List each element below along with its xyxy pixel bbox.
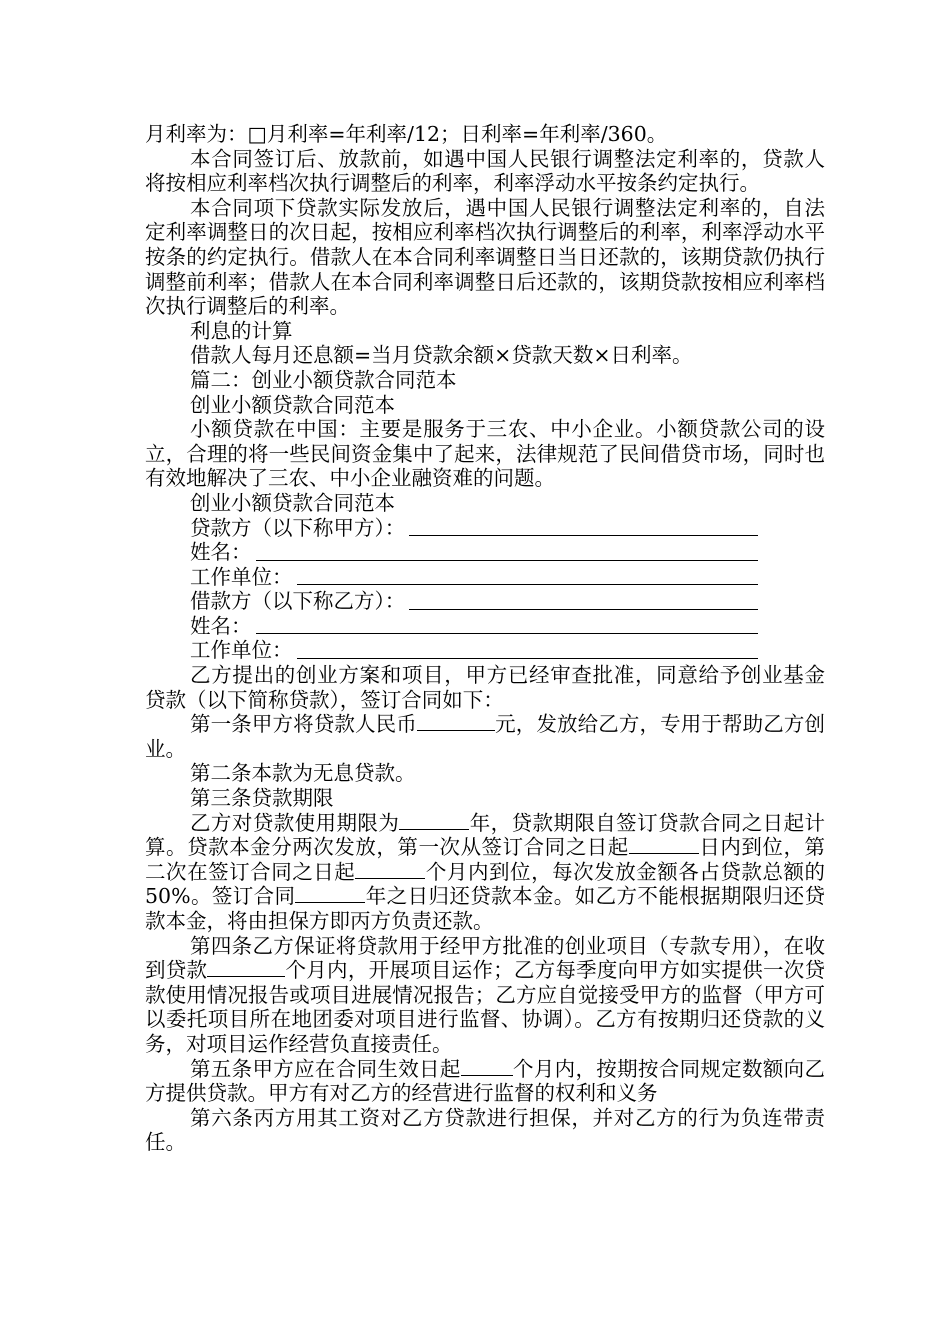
article-three-text-d: 个月内到位，每次发放金额各占贷款总额的50%。签订合同 <box>145 859 826 909</box>
field-lender-name-blank <box>256 560 759 561</box>
article-three-text-a: 乙方对贷款使用期限为 <box>190 810 400 835</box>
heading-part-two: 篇二：创业小额贷款合同范本 <box>190 367 457 392</box>
paragraph-agreement-intro: 乙方提出的创业方案和项目，甲方已经审查批准，同意给予创业基金贷款（以下简称贷款），签订合同如下： <box>145 663 825 712</box>
first-disbursement-days-blank <box>629 835 699 854</box>
field-borrower-label: 借款方（以下称乙方）： <box>190 589 406 614</box>
article-four <box>145 934 825 1057</box>
article-five-text-b: 个月内，按期按合同规定数额向乙方提供贷款。甲方有对乙方的经营进行监督的权利和义务 <box>145 1056 826 1106</box>
field-borrower-name-label: 姓名： <box>190 613 252 638</box>
field-lender <box>145 516 758 541</box>
field-borrower-employer-label: 工作单位： <box>190 638 293 663</box>
article-three-text-c: 日内到位，第二次在签订合同之日起 <box>145 835 826 884</box>
paragraph-rate-adjust-after-disbursement: 本合同项下贷款实际发放后，遇中国人民银行调整法定利率的，自法定利率调整日的次日起，按相应利率档次执行调整后的利率，利率浮动水平按条的约定执行。借款人在本合同利率调整日当日还款的，该期贷款仍执行调整前利率；借款人在本合同利率调整日后还款的，该期贷款按相应利率档次执行调整后的利率。 <box>145 195 825 319</box>
repayment-years-blank <box>295 884 365 903</box>
field-borrower-employer-blank <box>297 658 759 659</box>
field-lender-label: 贷款方（以下称甲方）： <box>190 515 406 540</box>
field-borrower-blank <box>409 609 758 610</box>
provide-loan-months-blank <box>461 1057 513 1076</box>
article-five <box>145 1057 825 1106</box>
article-five-text-a: 第五条甲方应在合同生效日起 <box>190 1056 461 1081</box>
heading-contract-template: 创业小额贷款合同范本 <box>190 392 395 417</box>
article-four-text-b: 个月内，开展项目运作；乙方每季度向甲方如实提供一次贷款使用情况报告或项目进展情况报告；乙方应自觉接受甲方的监督（甲方可以委托项目所在地团委对项目进行监督、协调）。乙方有按期归还贷款的义务，对项目运作经营负直接责任。 <box>145 958 826 1056</box>
article-six: 第六条丙方用其工资对乙方贷款进行担保，并对乙方的行为负连带责任。 <box>145 1105 825 1155</box>
article-three-text-e: 年之日归还贷款本金。如乙方不能根据期限归还贷款本金，将由担保方即丙方负责还款。 <box>145 884 825 933</box>
loan-term-blank <box>399 811 469 830</box>
field-borrower <box>145 589 758 614</box>
field-lender-employer <box>145 565 758 590</box>
heading-interest-calculation: 利息的计算 <box>190 318 293 343</box>
paragraph-interest-rate-formula: 月利率为：□月利率=年利率/12；日利率=年利率/360。 <box>145 122 668 146</box>
field-borrower-name-blank <box>256 633 759 634</box>
field-lender-blank <box>409 535 758 536</box>
article-one-text-a: 第一条甲方将贷款人民币 <box>190 712 417 737</box>
project-start-months-blank <box>207 958 285 977</box>
second-disbursement-months-blank <box>355 860 425 879</box>
article-three-heading: 第三条贷款期限 <box>190 786 334 811</box>
field-borrower-employer <box>145 638 758 663</box>
article-two: 第二条本款为无息贷款。 <box>190 761 416 786</box>
paragraph-microloan-intro: 小额贷款在中国：主要是服务于三农、中小企业。小额贷款公司的设立，合理的将一些民间资金集中了起来，法律规范了民间借贷市场，同时也有效地解决了三农、中小企业融资难的问题。 <box>145 417 825 491</box>
field-lender-name <box>145 540 758 565</box>
article-one-text-b: 元，发放给乙方，专用于帮助乙方创业。 <box>145 712 826 761</box>
field-lender-employer-label: 工作单位： <box>190 564 293 589</box>
field-lender-name-label: 姓名： <box>190 540 252 565</box>
article-one-amount-blank <box>417 712 495 731</box>
article-three-body <box>145 811 825 934</box>
field-lender-employer-blank <box>297 584 759 585</box>
article-four-text-a: 第四条乙方保证将贷款用于经甲方批准的创业项目（专款专用），在收到贷款 <box>145 933 825 983</box>
article-three-text-b: 年，贷款期限自签订贷款合同之日起计算。贷款本金分两次发放，第一次从签订合同之日起 <box>145 810 826 860</box>
paragraph-rate-adjust-before-disbursement: 本合同签订后、放款前，如遇中国人民银行调整法定利率的，贷款人将按相应利率档次执行调整后的利率，利率浮动水平按条约定执行。 <box>145 146 825 196</box>
document-page <box>145 122 825 1155</box>
heading-contract-template-2: 创业小额贷款合同范本 <box>190 490 395 515</box>
article-one <box>145 712 825 761</box>
field-borrower-name <box>145 614 758 639</box>
paragraph-monthly-interest: 借款人每月还息额=当月贷款余额×贷款天数×日利率。 <box>190 343 693 368</box>
